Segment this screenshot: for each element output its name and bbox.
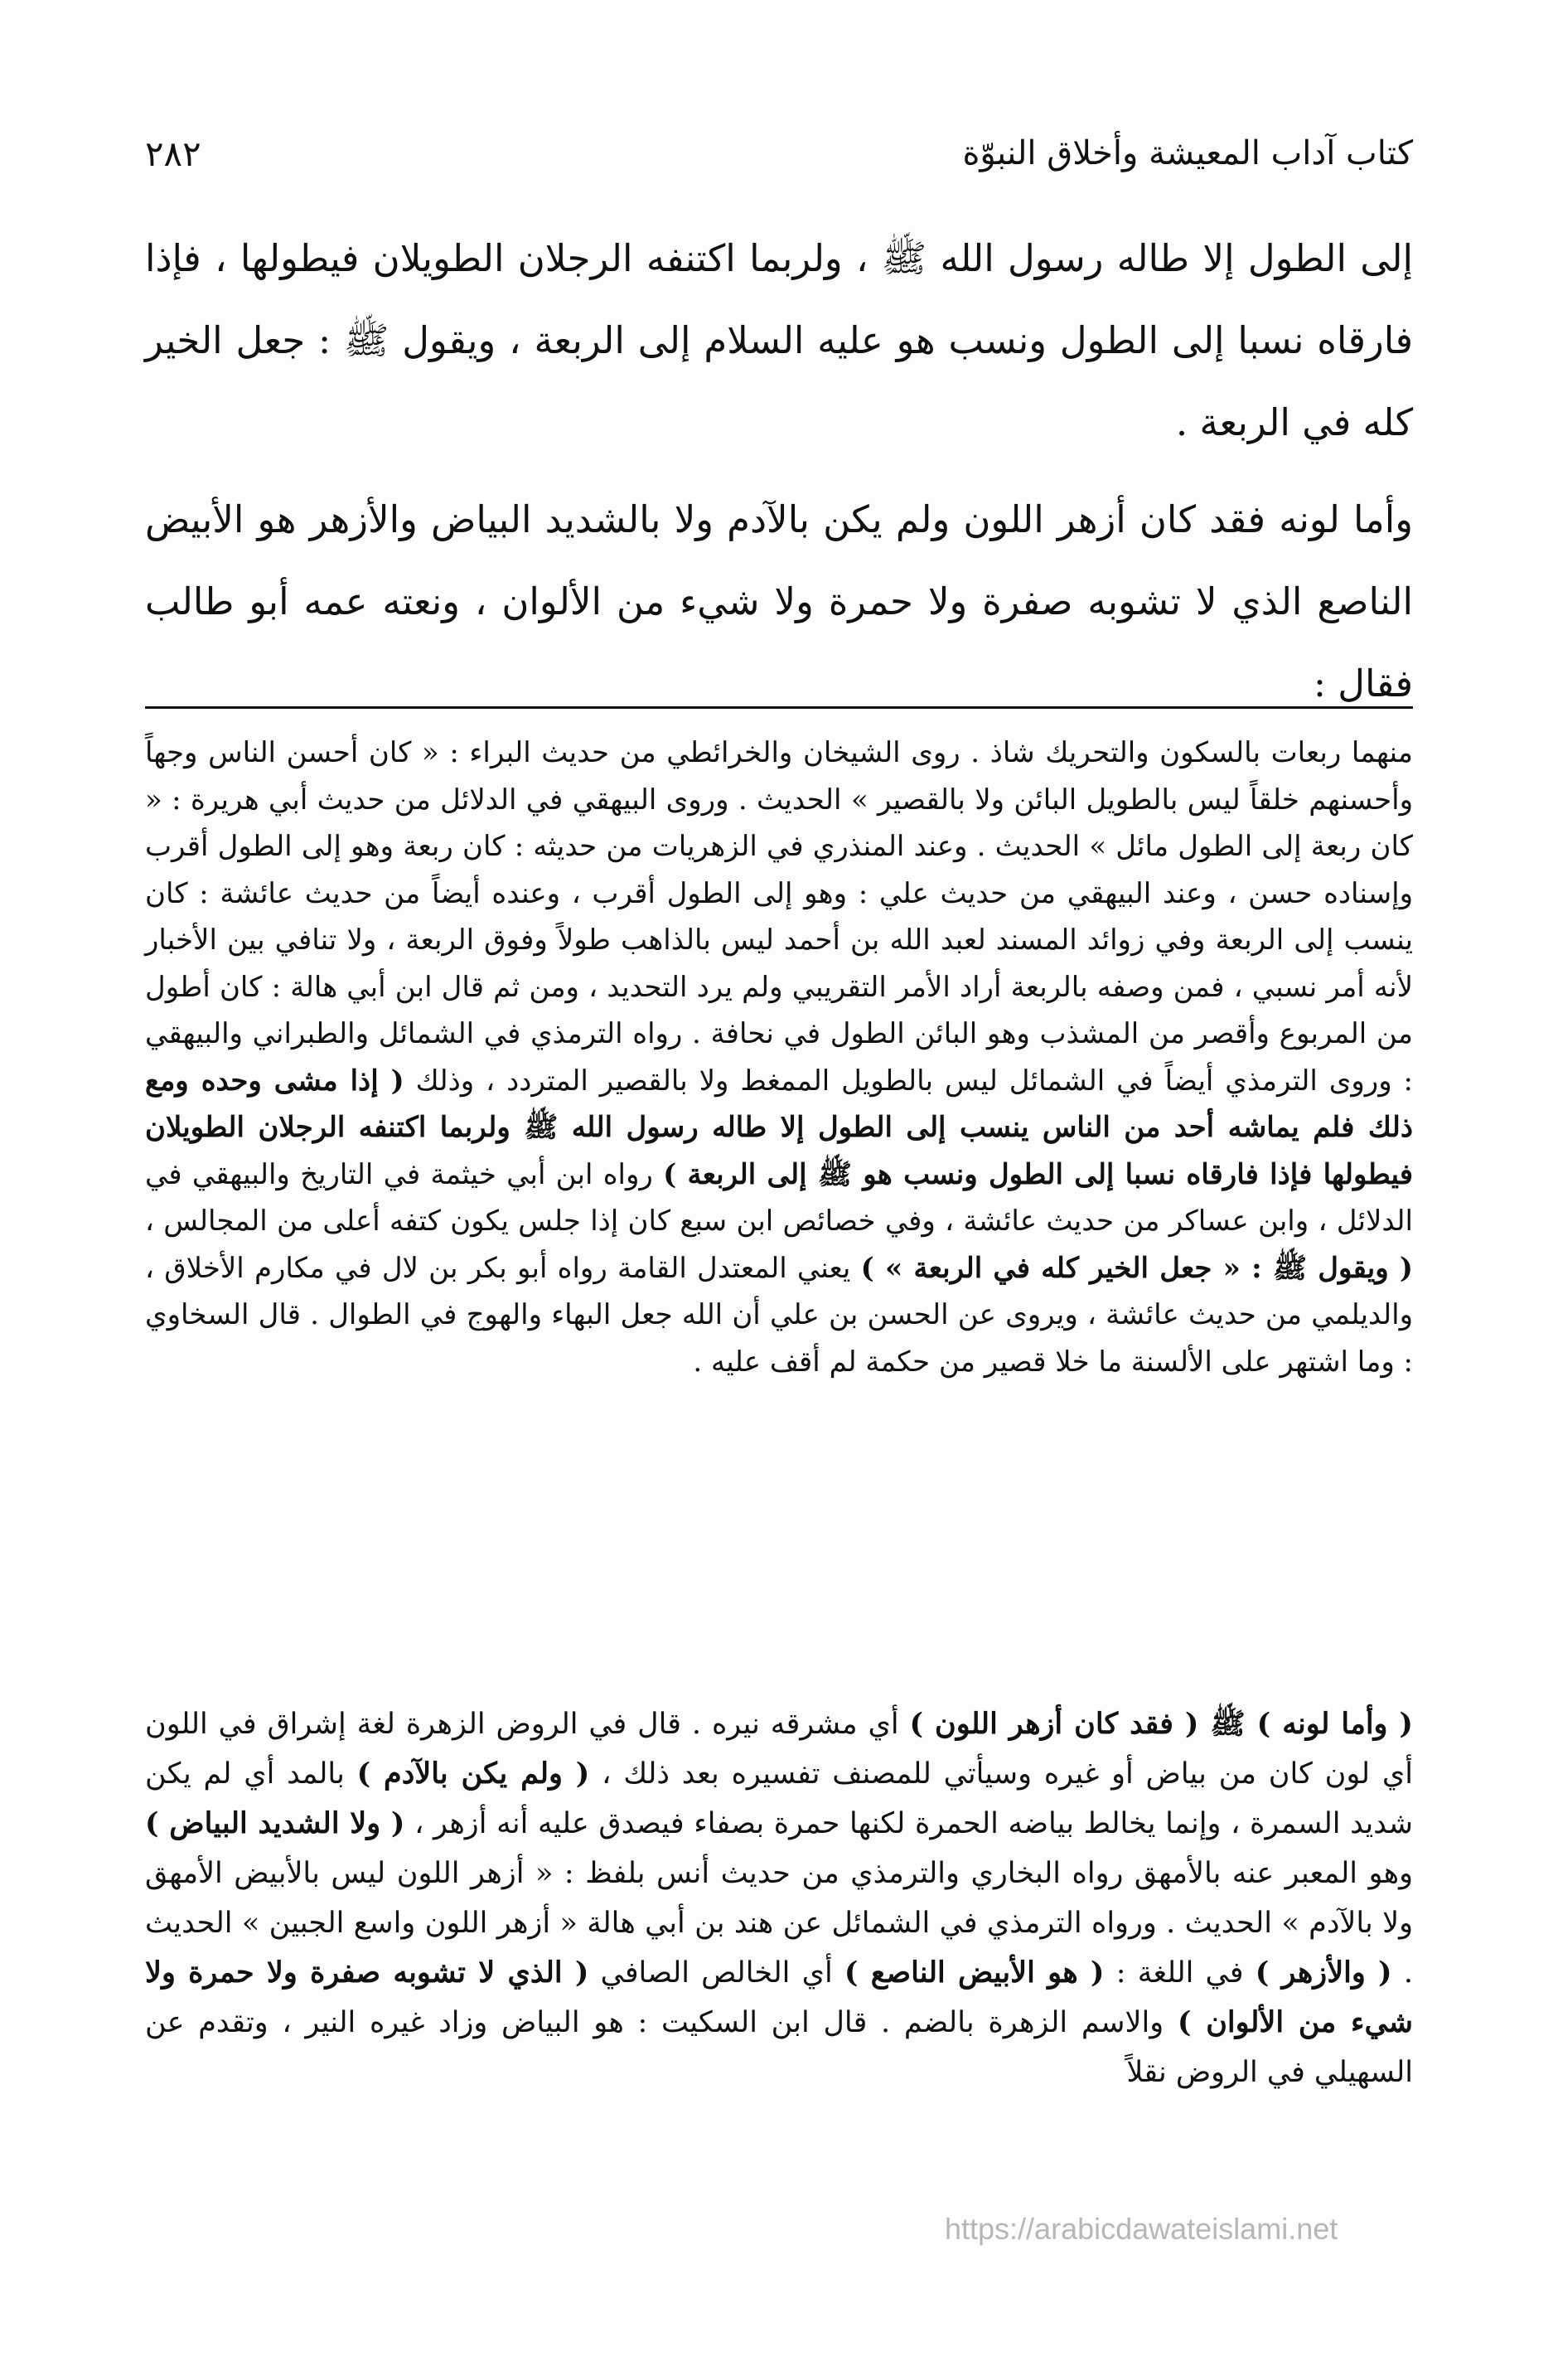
quoted-matn: ( وأما لونه ) ﷺ ( فقد كان أزهر اللون ) [909,1707,1413,1741]
commentary-text: يعني المعتدل القامة رواه أبو بكر بن لال في مكارم الأخلاق ، والديلمي من حديث عائشة ، ويروى عن الحسن بن علي أن الله جعل البهاء والهوج في الطوال . قال السخاوي : وما اشتهر على الألسنة ما خلا قصير من حكمة لم أقف عليه . [145,1251,1413,1379]
commentary-section [145,1699,1413,2097]
main-paragraph: إلى الطول إلا طاله رسول الله ﷺ ، ولربما اكتنفه الرجلان الطويلان فيطولها ، فإذا فارقاه نسبا إلى الطول ونسب هو عليه السلام إلى الربعة ، ويقول ﷺ : جعل الخير كله في الربعة . [145,236,1413,444]
footnote-divider [145,706,1413,709]
footnote-paragraph [145,730,1413,1385]
commentary-text: والاسم الزهرة بالضم . قال ابن السكيت : هو البياض وزاد غيره النير ، وتقدم عن السهيلي في الروض نقلاً [145,2006,1413,2089]
commentary-text: أي الخالص الصافي [600,1956,833,1990]
quoted-matn: ( ولم يكن بالآدم ) [356,1757,590,1791]
quoted-matn: ( إذا مشى وحده ومع ذلك فلم يماشه أحد من الناس ينسب إلى الطول إلا طاله رسول الله ﷺ ولربما اكتنفه الرجلان الطويلان فيطولها فإذا فارقاه نسبا إلى الطول ونسب هو ﷺ إلى الربعة ) [145,1064,1413,1191]
main-text [145,217,1413,725]
quoted-matn: ( هو الأبيض الناصع ) [844,1956,1105,1990]
watermark-url: https://arabicdawateislami.net [945,2212,1338,2246]
commentary-text: في اللغة : [1115,1956,1244,1990]
main-paragraph: وأما لونه فقد كان أزهر اللون ولم يكن بالآدم ولا بالشديد البياض والأزهر هو الأبيض الناصع الذي لا تشوبه صفرة ولا حمرة ولا شيء من الألوان ، ونعته عمه أبو طالب فقال : [145,497,1413,705]
commentary-text: أي مشرقه نيره . قال في الروض الزهرة لغة إشراق في اللون أي لون كان من بياض أو غيره وسيأتي للمصنف تفسيره بعد ذلك ، [145,1708,1413,1791]
running-header [145,124,1413,182]
commentary-paragraph [145,1699,1413,2097]
commentary-text: منهما ربعات بالسكون والتحريك شاذ . روى الشيخان والخرائطي من حديث البراء : « كان أحسن الناس وجهاً وأحسنهم خلقاً ليس بالطويل البائن ولا بالقصير » الحديث . وروى البيهقي في الدلائل من حديث أبي هريرة : « كان ربعة إلى الطول مائل » الحديث . وعند المنذري في الزهريات من حديثه : كان ربعة وهو إلى الطول أقرب وإسناده حسن ، وعند البيهقي من حديث علي : وهو إلى الطول أقرب ، وعنده أيضاً من حديث عائشة : كان ينسب إلى الربعة وفي زوائد المسند لعبد الله بن أحمد ليس بالذاهب طولاً وفوق الربعة ، ولا تنافي بين الأخبار لأنه أمر نسبي ، فمن وصفه بالربعة أراد الأمر التقريبي ولم يرد التحديد ، ومن ثم قال ابن أبي هالة : كان أطول من المربوع وأقصر من المشذب وهو البائن الطول في نحافة . رواه الترمذي في الشمائل والطبراني والبيهقي : وروى الترمذي أيضاً في الشمائل ليس بالطويل الممغط ولا بالقصير المتردد ، وذلك [145,736,1414,1098]
commentary-text: بالمد أي لم يكن شديد السمرة ، وإنما يخالط بياضه الحمرة لكنها حمرة بصفاء فيصدق عليه أنه أزهر ، [145,1757,1413,1840]
quoted-matn: ( والأزهر ) [1255,1956,1392,1990]
footnote-commentary [145,730,1413,1385]
quoted-matn: ( الذي لا تشوبه صفرة ولا حمرة ولا شيء من الألوان ) [145,1956,1413,2039]
commentary-text: رواه ابن أبي خيثمة في التاريخ والبيهقي في الدلائل ، وابن عساكر من حديث عائشة ، وفي خصائص ابن سبع كان إذا جلس يكون كتفه أعلى من المجالس ، [145,1157,1413,1238]
page-number: ٢٨٢ [145,133,201,174]
commentary-text: وهو المعبر عنه بالأمهق رواه البخاري والترمذي من حديث أنس بلفظ : « أزهر اللون ليس بالأبيض الأمهق ولا بالآدم » الحديث . ورواه الترمذي في الشمائل عن هند بن أبي هالة « أزهر اللون واسع الجبين » الحديث . [145,1857,1413,1990]
book-title: كتاب آداب المعيشة وأخلاق النبوّة [962,134,1413,172]
quoted-matn: ( ويقول ﷺ : « جعل الخير كله في الربعة » ) [860,1251,1413,1285]
quoted-matn: ( ولا الشديد البياض ) [145,1806,405,1840]
